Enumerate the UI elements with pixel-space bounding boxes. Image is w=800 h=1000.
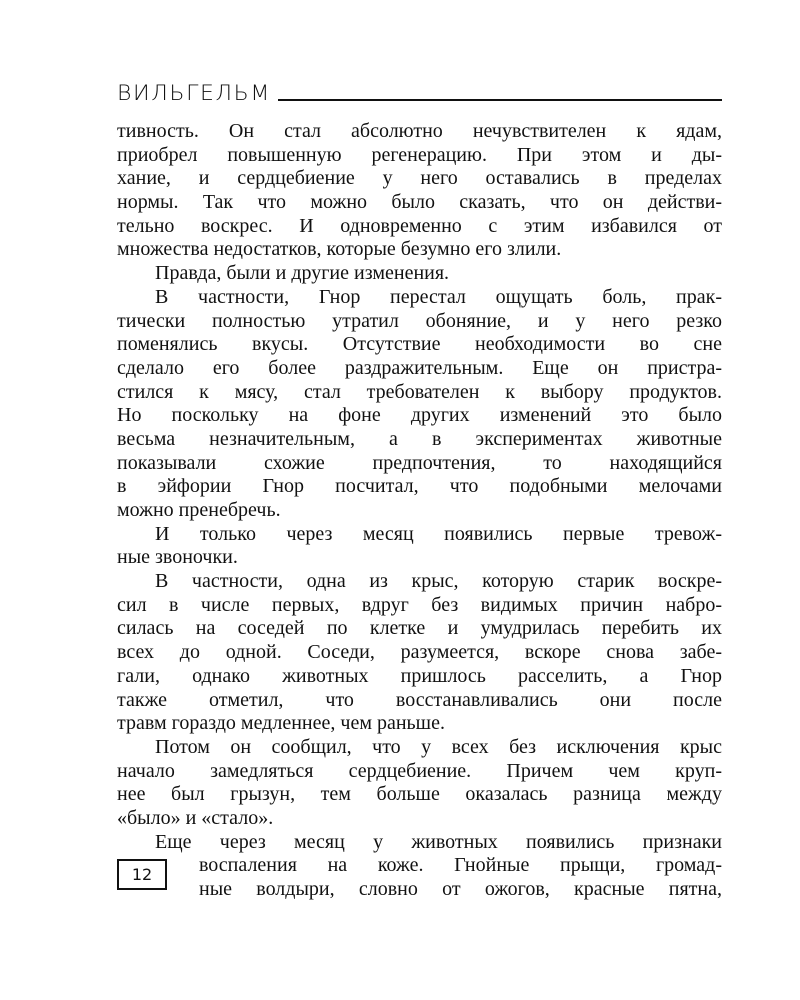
text-line: И только через месяц появились первые тревож- [155,522,722,545]
text-line: показывали схожие предпочтения, то находящийся [117,451,722,474]
text-line: весьма незначительным, а в экспериментах животные [117,427,722,450]
text-line: Правда, были и другие изменения. [155,262,450,285]
text-line: приобрел повышенную регенерацию. При этом и ды- [117,143,722,166]
text-line: в эйфории Гнор посчитал, что подобными мелочами [117,475,722,498]
text-line: воспаления на коже. Гнойные прыщи, громад- [199,854,722,877]
header-rule [278,99,722,101]
text-line: поменялись вкусы. Отсутствие необходимости во сне [117,333,722,356]
text-line: ные звоночки. [117,546,238,569]
text-line: Но поскольку на фоне других изменений это было [117,404,722,427]
text-line: Еще через месяц у животных появились признаки [155,830,722,853]
text-line: стился к мясу, стал требователен к выбору продуктов. [117,380,722,403]
text-line: В частности, Гнор перестал ощущать боль, прак- [155,285,722,308]
text-line: травм гораздо медленнее, чем раньше. [117,712,445,735]
text-line: «было» и «стало». [117,806,274,829]
text-line: множества недостатков, которые безумно его злили. [117,238,562,261]
text-line: нормы. Так что можно было сказать, что он действи- [117,191,722,214]
text-line: В частности, одна из крыс, которую старик воскре- [155,570,722,593]
text-line: хание, и сердцебиение у него оставались в пределах [117,167,722,190]
text-line: ные волдыри, словно от ожогов, красные пятна, [199,878,722,900]
text-line: тельно воскрес. И одновременно с этим избавился от [117,214,722,237]
text-line: Потом он сообщил, что у всех без исключения крыс [155,735,722,758]
running-header [117,78,722,104]
text-line: тивность. Он стал абсолютно нечувствителен к ядам, [117,120,722,142]
text-line: нее был грызун, тем больше оказалась разница между [117,783,722,806]
text-line: начало замедляться сердцебиение. Причем чем круп- [117,759,722,782]
text-line: всех до одной. Соседи, разумеется, вскоре снова забе- [117,641,722,664]
page-number: 12 [117,859,167,890]
text-line: тически полностью утратил обоняние, и у него резко [117,309,722,332]
text-line: сил в числе первых, вдруг без видимых причин набро- [117,593,722,616]
text-line: можно пренебречь. [117,499,281,521]
header-title: ВИЛЬГЕЛЬМ [117,81,271,105]
text-line: гали, однако животных пришлось расселить, а Гнор [117,664,722,687]
text-line: сделало его более раздражительным. Еще он пристра- [117,356,722,379]
body-text [117,120,722,902]
text-line: силась на соседей по клетке и умудрилась перебить их [117,617,722,640]
text-line: также отметил, что восстанавливались они после [117,688,722,711]
